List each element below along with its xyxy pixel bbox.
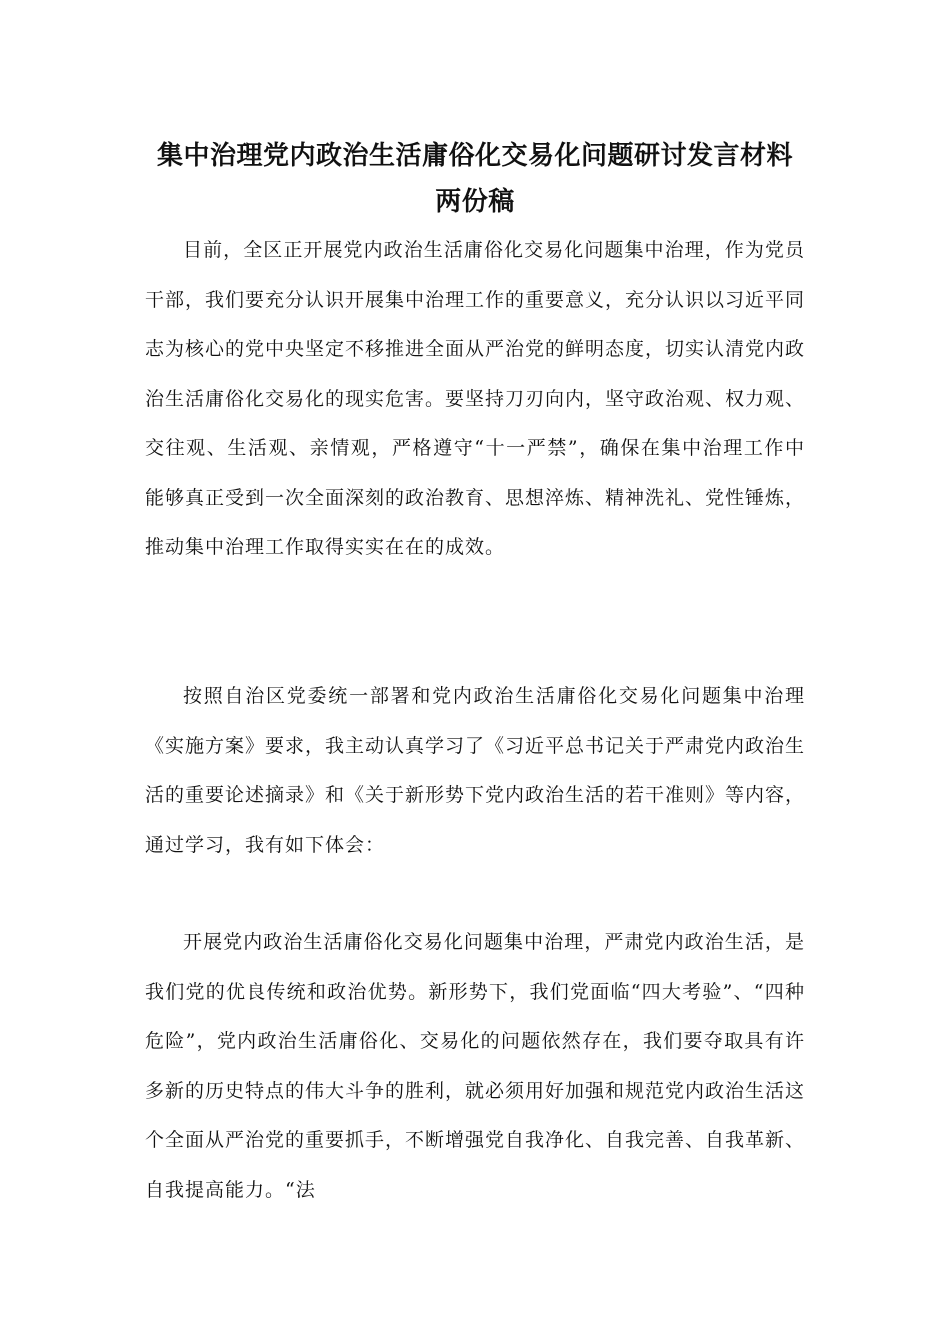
document-title: 集中治理党内政治生活庸俗化交易化问题研讨发言材料两份稿 — [156, 141, 793, 217]
paragraph-intro: 目前，全区正开展党内政治生活庸俗化交易化问题集中治理，作为党员干部，我们要充分认识开展集中治理工作的重要意义，充分认识以习近平同志为核心的党中央坚定不移推进全面从严治党的鲜明态度，切实认清党内政治生活庸俗化交易化的现实危害。要坚持刀刃向内，坚守政治观、权力观、交往观、生活观、亲情观，严格遵守“十一严禁”，确保在集中治理工作中能够真正受到一次全面深刻的政治教育、思想淬炼、精神洗礼、党性锤炼，推动集中治理工作取得实实在在的成效。 — [145, 239, 806, 558]
paragraph-significance: 开展党内政治生活庸俗化交易化问题集中治理，严肃党内政治生活，是我们党的优良传统和政治优势。新形势下，我们党面临“四大考验”、“四种危险”，党内政治生活庸俗化、交易化的问题依然存在，我们要夺取具有许多新的历史特点的伟大斗争的胜利，就必须用好加强和规范党内政治生活这个全面从严治党的重要抓手，不断增强党自我净化、自我完善、自我革新、自我提高能力。“法 — [145, 931, 806, 1201]
paragraph-study: 按照自治区党委统一部署和党内政治生活庸俗化交易化问题集中治理《实施方案》要求，我主动认真学习了《习近平总书记关于严肃党内政治生活的重要论述摘录》和《关于新形势下党内政治生活的若干准则》等内容，通过学习，我有如下体会： — [145, 685, 806, 856]
